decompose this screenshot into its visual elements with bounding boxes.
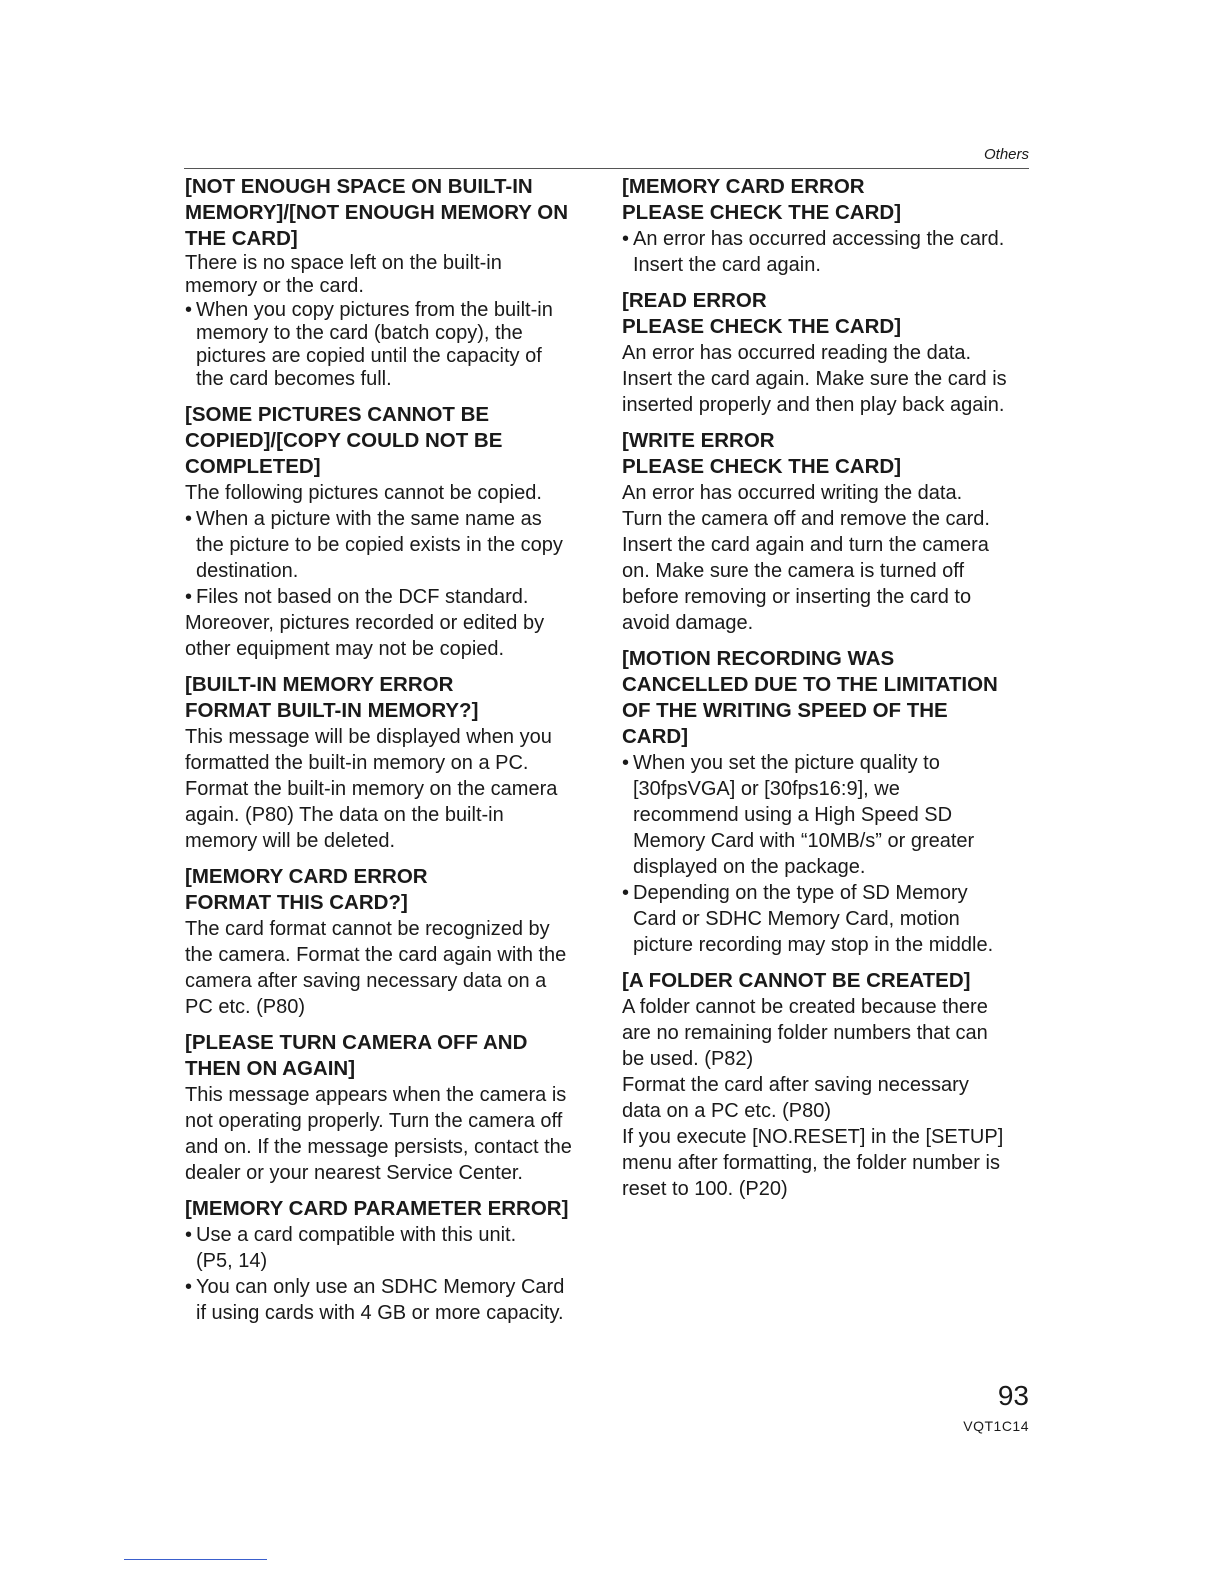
error-bullet: • When a picture with the same name as the picture to be copied exists in the copy destination. bbox=[185, 506, 605, 584]
error-heading: [SOME PICTURES CANNOT BE COPIED]/[COPY COULD NOT BE COMPLETED] bbox=[185, 402, 503, 478]
error-entry-card-parameter bbox=[185, 1196, 605, 1326]
error-heading: [PLEASE TURN CAMERA OFF AND THEN ON AGAIN] bbox=[185, 1030, 528, 1080]
error-bullet: • Files not based on the DCF standard. bbox=[185, 584, 605, 610]
error-entry-card-access bbox=[622, 174, 1042, 278]
error-entry-read-error bbox=[622, 288, 1042, 418]
right-column bbox=[622, 174, 1042, 1212]
error-heading: [A FOLDER CANNOT BE CREATED] bbox=[622, 969, 971, 992]
error-description: The card format cannot be recognized by the camera. Format the card again with the camera after saving necessary data on a PC etc. (P80) bbox=[185, 917, 567, 1018]
error-heading: [MEMORY CARD ERROR FORMAT THIS CARD?] bbox=[185, 864, 428, 914]
error-heading: [BUILT-IN MEMORY ERROR FORMAT BUILT-IN MEMORY?] bbox=[185, 672, 479, 722]
error-description: An error has occurred reading the data. Insert the card again. Make sure the card is inserted properly and then play back again. bbox=[622, 342, 1007, 416]
error-description: This message will be displayed when you formatted the built-in memory on a PC. Format the built-in memory on the camera again. (P80) The data on the built-in memory will be deleted. bbox=[185, 725, 558, 852]
error-bullet: • You can only use an SDHC Memory Card if using cards with 4 GB or more capacity. bbox=[185, 1274, 605, 1326]
error-entry-cannot-copy bbox=[185, 402, 605, 662]
error-description: There is no space left on the built-in memory or the card. bbox=[185, 252, 502, 298]
error-heading: [NOT ENOUGH SPACE ON BUILT-IN MEMORY]/[NOT ENOUGH MEMORY ON THE CARD] bbox=[185, 175, 569, 250]
document-code: VQT1C14 bbox=[963, 1418, 1029, 1434]
error-description: The following pictures cannot be copied. bbox=[185, 481, 542, 504]
error-bullet: • Use a card compatible with this unit. (P5, 14) bbox=[185, 1222, 605, 1274]
error-heading: [MEMORY CARD PARAMETER ERROR] bbox=[185, 1196, 569, 1220]
error-entry-motion-recording bbox=[622, 646, 1042, 958]
error-heading: [MOTION RECORDING WAS CANCELLED DUE TO THE LIMITATION OF THE WRITING SPEED OF THE CARD] bbox=[622, 647, 998, 748]
error-heading: [READ ERROR PLEASE CHECK THE CARD] bbox=[622, 289, 902, 338]
header-divider bbox=[184, 168, 1029, 169]
error-entry-write-error bbox=[622, 428, 1042, 636]
error-bullet: • When you set the picture quality to [30fpsVGA] or [30fps16:9], we recommend using a High Speed SD Memory Card with “10MB/s” or greater displayed on the package. bbox=[622, 750, 1042, 880]
error-heading: [MEMORY CARD ERROR PLEASE CHECK THE CARD] bbox=[622, 175, 902, 224]
error-description-extra: Moreover, pictures recorded or edited by other equipment may not be copied. bbox=[185, 611, 545, 660]
error-bullet: • Depending on the type of SD Memory Card or SDHC Memory Card, motion picture recording may stop in the middle. bbox=[622, 880, 1042, 958]
error-entry-folder-cannot-be-created bbox=[622, 968, 1042, 1202]
error-entry-built-in-memory bbox=[185, 672, 605, 854]
error-bullet: • An error has occurred accessing the card. Insert the card again. bbox=[622, 226, 1042, 278]
section-title: Others bbox=[983, 146, 1029, 163]
left-column bbox=[185, 174, 605, 1336]
error-description: This message appears when the camera is not operating properly. Turn the camera off and on. If the message persists, contact the dealer or your nearest Service Center. bbox=[185, 1083, 572, 1184]
error-description: A folder cannot be created because there are no remaining folder numbers that can be used. (P82) Format the card after saving necessary data on a PC etc. (P80) If you execute [NO.RESET] in the [SETUP] menu after formatting, the folder number is reset to 100. (P20) bbox=[622, 996, 1004, 1200]
error-entry-format-card bbox=[185, 864, 605, 1020]
footer-divider bbox=[124, 1559, 267, 1560]
error-bullet: • When you copy pictures from the built-in memory to the card (batch copy), the pictures are copied until the capacity of the card becomes full. bbox=[185, 299, 605, 392]
error-description: An error has occurred writing the data. Turn the camera off and remove the card. Insert the card again and turn the camera on. Make sure the camera is turned off before removing or inserting the card to avoid damage. bbox=[622, 482, 990, 634]
error-heading: [WRITE ERROR PLEASE CHECK THE CARD] bbox=[622, 429, 902, 478]
page-number: 93 bbox=[997, 1380, 1029, 1411]
error-entry-turn-camera-off bbox=[185, 1030, 605, 1186]
error-entry-not-enough-space bbox=[185, 174, 605, 392]
